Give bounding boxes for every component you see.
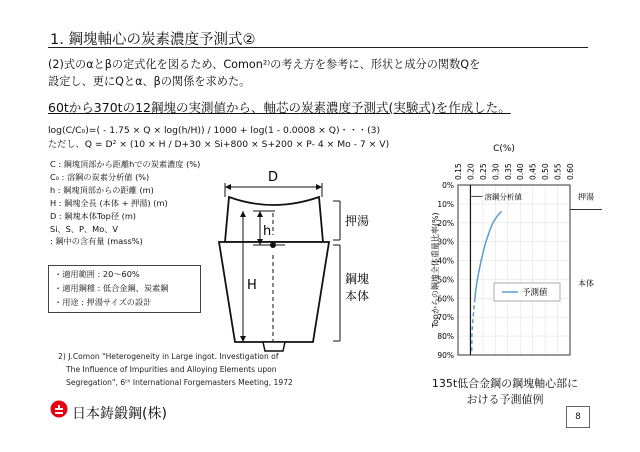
ingot-body-shape (219, 242, 329, 342)
formula-line-1: log(C/C₀)=( - 1.75 × Q × log(h/H)) / 1000 + log(1 - 0.0008 × Q)・・・(3) (48, 125, 381, 136)
label-body-1: 鋼塊 (345, 272, 370, 286)
y-axis-title: Topからの鋼塊全体重量比率(%) (431, 212, 440, 328)
y-tick-label: 40% (437, 256, 454, 266)
y-tick-label: 90% (437, 351, 454, 360)
chart-caption-line-2: おける予測値例 (466, 393, 544, 406)
spec-item: ・用途 : 押湯サイズの設計 (54, 297, 152, 307)
legend-item: h : 鋼塊頂部からの距離 (m) (50, 185, 154, 195)
series-line-dashed (472, 298, 475, 355)
x-tick-label: 0.45 (528, 163, 538, 180)
x-tick-label: 0.25 (478, 163, 488, 180)
hot-top-shape (225, 197, 323, 242)
company-name: 日本鋳鍛鋼(株) (72, 406, 167, 422)
x-tick-label: 0.30 (491, 163, 501, 180)
reference-line: The Influence of Impurities and Alloying Elements upon (66, 365, 277, 374)
y-tick-label: 80% (437, 332, 454, 342)
arrowhead (316, 184, 322, 190)
label-hot-top: 押湯 (345, 214, 370, 228)
y-tick-label: 0% (442, 181, 454, 190)
reference-line: Segregation", 6ᵗʰ International Forgemasters Meeting, 1972 (66, 378, 293, 387)
x-axis-title: C(%) (493, 144, 515, 154)
intro-line-2: 設定し、更にQとα、βの関係を求めた。 (48, 75, 251, 88)
region-label-hot-top: 押湯 (578, 192, 594, 202)
chart-caption-line-1: 135t低合金鋼の鋼塊軸心部に (431, 377, 579, 390)
x-tick-label: 0.50 (541, 163, 551, 180)
arrowhead (225, 184, 231, 190)
legend-item: C₀ : 溶鋼の炭素分析値 (%) (50, 172, 150, 182)
formula-line-2: ただし、Q = D² × (10 × H / D+30 × Si+800 × S+200 × P- 4 × Mo - 7 × V) (48, 139, 390, 150)
ingot-bottom-stub (263, 342, 285, 351)
label-d: D (267, 170, 279, 185)
legend-item: : 鋼中の含有量 (mass%) (50, 236, 143, 246)
legend-item: C : 鋼塊頂部から距離hでの炭素濃度 (%) (50, 159, 201, 169)
y-tick-label: 50% (437, 275, 454, 285)
legend-item: Si、S、P、Mo、V (50, 224, 119, 234)
measurement-point (270, 242, 276, 248)
x-tick-label: 0.20 (466, 163, 476, 180)
y-tick-label: 60% (437, 294, 454, 304)
spec-item: ・適用鋼種 : 低合金鋼、炭素鋼 (54, 283, 169, 293)
reference-line: 2) J.Comon "Heterogeneity in Large ingot. Investigation of (58, 352, 279, 361)
company-logo-icon (50, 400, 68, 418)
spec-item: ・適用範囲 : 20～60% (54, 269, 140, 279)
y-tick-label: 10% (437, 199, 454, 209)
headline: 60tから370tの12鋼塊の実測値から、軸芯の炭素濃度予測式(実験式)を作成した。 (48, 100, 511, 115)
legend-item: H : 鋼塊全長 (本体 + 押湯) (m) (50, 198, 168, 208)
slide-title: 1. 鋼塊軸心の炭素濃度予測式② (50, 32, 256, 48)
x-tick-label: 0.15 (454, 163, 463, 180)
x-tick-labels (454, 163, 575, 180)
region-label-body: 本体 (578, 279, 594, 289)
x-tick-label: 0.55 (553, 163, 563, 180)
reference-label: 溶鋼分析値 (484, 192, 522, 202)
ingot-diagram (205, 165, 375, 365)
plot-frame (458, 185, 570, 355)
y-tick-label: 20% (437, 218, 454, 228)
label-body-2: 本体 (345, 289, 370, 303)
gridlines (458, 185, 570, 355)
label-big-h: H (247, 278, 257, 293)
legend-label: 予測値 (522, 288, 548, 298)
x-tick-label: 0.35 (503, 163, 513, 180)
x-tick-label: 0.40 (516, 163, 526, 180)
title-divider (48, 47, 588, 48)
y-tick-label: 70% (437, 313, 454, 323)
intro-line-1: (2)式のαとβの定式化を図るため、Comon²⁾の考え方を参考に、形状と成分の関数Qを (48, 58, 481, 71)
carbon-concentration-chart (380, 140, 610, 375)
legend-item: D : 鋼塊本体Top径 (m) (50, 211, 136, 221)
x-tick-label: 0.60 (566, 163, 575, 180)
label-h: h (263, 224, 272, 239)
y-tick-label: 30% (437, 237, 454, 247)
page-number: 8 (566, 406, 590, 428)
